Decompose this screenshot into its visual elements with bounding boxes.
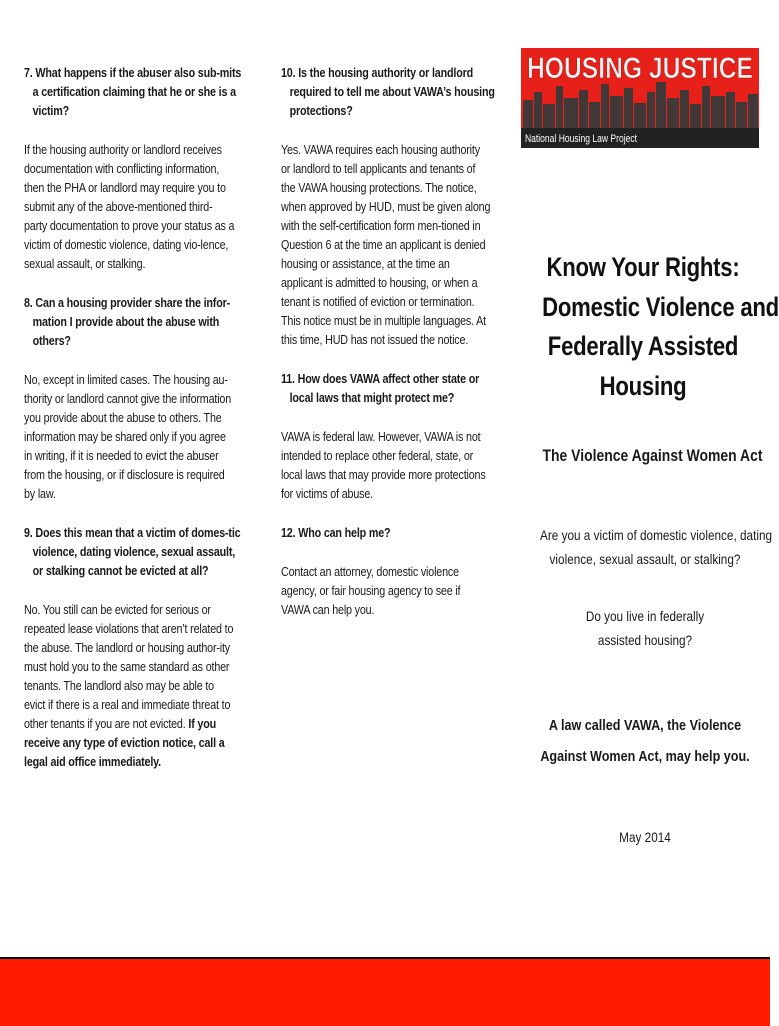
cover-question-line: Do you live in federally [585, 608, 705, 624]
cover-question-housing [540, 604, 750, 652]
cover-date [540, 825, 750, 849]
cover-question-line: assisted housing? [597, 632, 693, 648]
answer-12: Contact an attorney, domestic violence agency, or fair housing agency to see if VAWA can help you. [281, 565, 461, 617]
question-10: 10. Is the housing authority or landlord required to tell me about VAWA’s housing protections? [281, 66, 495, 118]
cover-title [542, 248, 779, 406]
cover-title-line: Domestic Violence and [542, 291, 779, 322]
logo-title: HOUSING JUSTICE [527, 52, 753, 85]
cover-title-line: Know Your Rights: [546, 252, 740, 282]
question-7: 7. What happens if the abuser also sub-mits a certification claiming that he or she is a victim? [24, 66, 242, 118]
cover-subtitle: The Violence Against Women Act [542, 446, 763, 465]
answer-11: VAWA is federal law. However, VAWA is not intended to replace other federal, state, or local laws that may provide more protections for victims of abuse. [281, 430, 486, 501]
date-text: May 2014 [619, 829, 671, 845]
question-11: 11. How does VAWA affect other state or local laws that might protect me? [281, 372, 480, 405]
cover-title-line: Federally Assisted [547, 331, 739, 361]
cover-statement [540, 710, 750, 772]
cover-question-victim [540, 523, 773, 571]
answer-9 [24, 601, 235, 772]
footer-red-bar [0, 957, 770, 1026]
middle-column [281, 64, 495, 640]
answer-9-bold-advice: If you receive any type of eviction notice, call a legal aid office immediately. [24, 717, 225, 769]
answer-9-text: No. You still can be evicted for serious or repeated lease violations that aren’t related to the abuse. The landlord or housing author-ity must hold you to the same standard as other tenants. The landlord also may be able to evict if there is a real and immediate threat to other tenants if you are not evicted. [24, 603, 234, 731]
housing-justice-logo [521, 48, 759, 148]
cover-statement-line: A law called VAWA, the Violence [548, 717, 742, 734]
question-12: 12. Who can help me? [281, 526, 391, 540]
cover-question-line: Are you a victim of domestic violence, dating [540, 527, 773, 543]
question-9: 9. Does this mean that a victim of domes-tic violence, dating violence, sexual assault, or stalking cannot be evicted at all? [24, 526, 241, 578]
question-8: 8. Can a housing provider share the infor-mation I provide about the abuse with others? [24, 296, 231, 348]
cover-title-line: Housing [599, 370, 687, 401]
left-column [24, 64, 242, 792]
logo-org-name: National Housing Law Project [525, 133, 637, 145]
answer-7: If the housing authority or landlord receives documentation with conflicting information, then the PHA or landlord may require you to submit any of the above-mentioned third-party documentation to prove your status as a victim of domestic violence, dating vio-lence, sexual assault, or stalking. [24, 143, 235, 271]
cover-question-line: violence, sexual assault, or stalking? [549, 551, 741, 567]
answer-10: Yes. VAWA requires each housing authority or landlord to tell applicants and tenants of the VAWA housing protections. The notice, when approved by HUD, must be given along with the self-certification form men-tioned in Question 6 at the time an applicant is denied housing or assistance, at the time an applicant is admitted to housing, or when a tenant is notified of eviction or termination. This notice must be in multiple languages. At this time, HUD has not issued the notice. [281, 143, 491, 347]
cover-statement-line: Against Women Act, may help you. [540, 748, 750, 765]
answer-8: No, except in limited cases. The housing au-thority or landlord cannot give the information you provide about the abuse to others. The information may be shared only if you agree in writing, if it is needed to evict the abuser from the housing, or if disclosure is required by law. [24, 373, 232, 501]
logo-graphic [521, 48, 759, 148]
